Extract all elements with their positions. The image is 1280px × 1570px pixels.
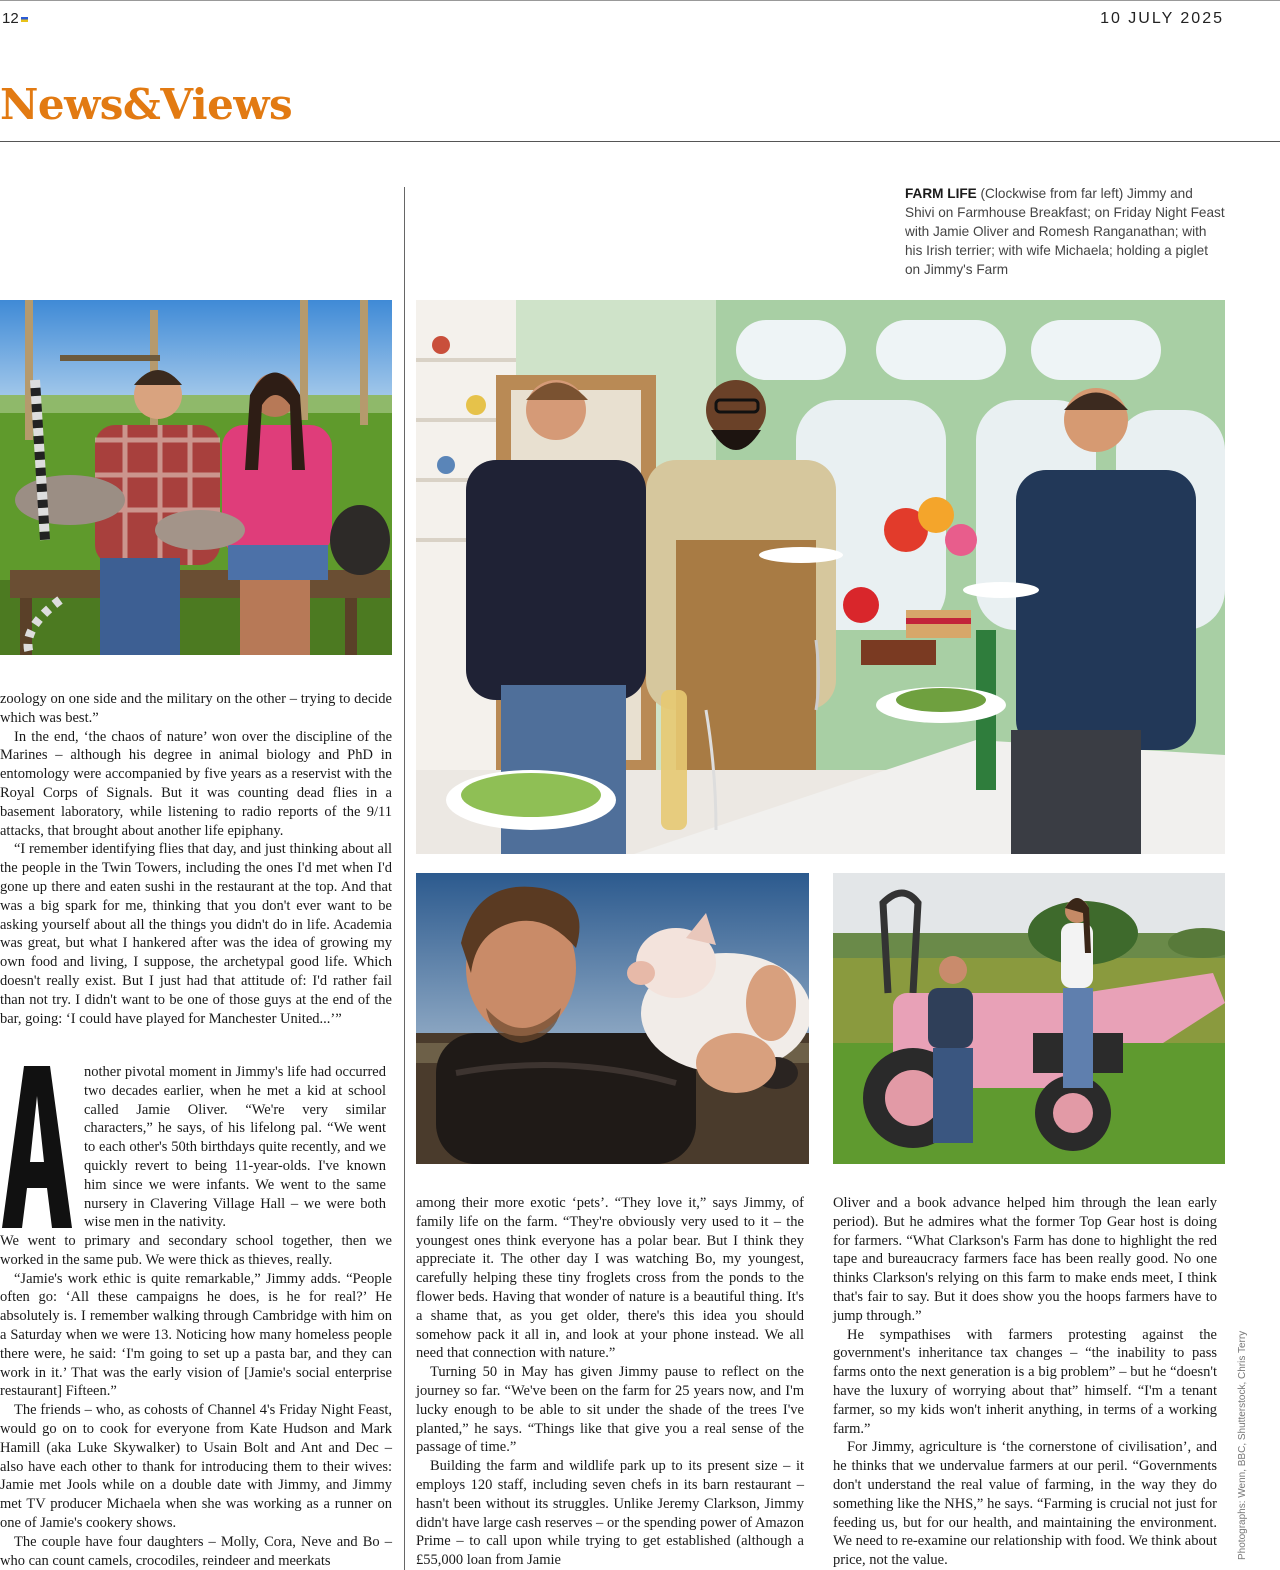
photo-caption <box>905 184 1225 279</box>
paragraph: Oliver and a book advance helped him through the lean early period). But he admires what the former Top Gear host is doing for farmers. “What Clarkson's Farm has done to highlight the red tape and bureaucracy farmers face has been really good. No one thinks Clarkson's relying on this farm to make ends meet, I think that's fair to say. But it does show you the hoops farmers have to jump through.” <box>833 1195 1217 1324</box>
paragraph: Turning 50 in May has given Jimmy pause to reflect on the journey so far. “We've been on the farm for 25 years now, and I'm lucky enough to be able to sit under the shade of the trees I've planted,” he says. “Things like that give you a real sense of the passage of time.” <box>416 1364 804 1456</box>
caption-label: FARM LIFE <box>905 186 977 201</box>
paragraph: The friends – who, as cohosts of Channel 4's Friday Night Feast, would go on to cook for everyone from Kate Hudson and Mark Hamill (aka Luke Skywalker) to Usain Bolt and Ant and Dec – also have each other to thank for introducing them to their wives: Jamie met Jools while on a double date with Jimmy, and Jimmy met TV producer Michaela when she was working as a runner on one of Jamie's cookery shows. <box>0 1402 392 1531</box>
photo-holding-piglet <box>416 873 809 1164</box>
photo-with-michaela <box>833 873 1225 1164</box>
section-title: News&Views <box>0 80 293 129</box>
issue-date: 10 JULY 2025 <box>1100 10 1224 27</box>
paragraph: nother pivotal moment in Jimmy's life had occurred two decades earlier, when he met a kid at school called Jamie Oliver. “We're very similar characters,” he says, of his lifelong pal. “We went to each other's 50th birthdays quite recently, and we quickly revert to being 11-year-olds. I've known him since we were infants. We went to the same nursery in Clavering Village Hall – we were both wise men in the nativity. <box>84 1064 386 1231</box>
photo-farmhouse-breakfast <box>0 300 392 655</box>
caption-text: (Clockwise from far left) Jimmy and Shivi on Farmhouse Breakfast; on Friday Night Feast with Jamie Oliver and Romesh Ranganathan; with his Irish terrier; with wife Michaela; holding a piglet on Jimmy's Farm <box>905 186 1225 277</box>
article-column-3 <box>833 1194 1217 1570</box>
paragraph: We went to primary and secondary school together, then we worked in the same pub. We were thick as thieves, really. <box>0 1233 392 1268</box>
flag-icon <box>21 17 28 22</box>
header-rule <box>0 141 1280 142</box>
photo-friday-night-feast <box>416 300 1225 854</box>
paragraph: The couple have four daughters – Molly, Cora, Neve and Bo – who can count camels, crocodiles, reindeer and meerkats <box>0 1533 392 1569</box>
article-column-1-top <box>0 690 392 1028</box>
article-column-1-bottom <box>0 1232 392 1570</box>
column-divider <box>404 187 405 1570</box>
paragraph: For Jimmy, agriculture is ‘the cornerstone of civilisation’, and he thinks that we undervalue farmers at our peril. “Governments don't understand the real value of farming, in the way they do something like the NHS,” he says. “Farming is crucial not just for feeding us, but for our health, and maintaining the environment. We need to re-examine our relationship with food. We think about price, not the value. <box>833 1439 1217 1569</box>
drop-cap <box>2 1066 72 1228</box>
top-border <box>0 0 1280 1</box>
page-number: 12 <box>2 10 28 27</box>
article-column-2 <box>416 1194 804 1570</box>
paragraph: In the end, ‘the chaos of nature’ won over the discipline of the Marines – although his degree in animal biology and PhD in entomology were accompanied by five years as a reservist with the Royal Corps of Signals. But it was counting dead flies in a basement laboratory, while listening to radio reports of the 9/11 attacks, that brought about another life epiphany. <box>0 728 392 839</box>
paragraph: among their more exotic ‘pets’. “They love it,” says Jimmy, of family life on the farm. “They're obviously very used to it – the youngest ones think everyone has a polar bear. But I think they appreciate it. The other day I was watching Bo, my youngest, carefully helping these tiny froglets cross from the ponds to the flower beds. Having that wonder of nature is a beautiful thing. It's a shame that, as you get older, there's this idea you should somehow pack it all in, and look at your phone instead. We all need that connection with nature.” <box>416 1195 804 1362</box>
paragraph: Building the farm and wildlife park up to its present size – it employs 120 staff, including seven chefs in its barn restaurant – hasn't been without its struggles. Unlike Jeremy Clarkson, Jimmy didn't have large cash reserves – or the spending power of Amazon Prime – to call upon while trying to get established (although a £55,000 loan from Jamie <box>416 1458 804 1569</box>
photo-credit: Photographs: Wenn, BBC, Shutterstock, Chris Terry <box>1237 1330 1248 1560</box>
paragraph: zoology on one side and the military on the other – trying to decide which was best.” <box>0 691 392 726</box>
paragraph: “I remember identifying flies that day, and just thinking about all the people in the Twin Towers, including the ones I'd met when I'd gone up there and eaten sushi in the restaurant at the top. And that was a big spark for me, thinking that you don't ever want to be asking yourself about all the things you didn't do in life. Academia was great, but what I hankered after was the idea of growing my own food and living, I suppose, the archetypal good life. Which doesn't really exist. But I just had that attitude of: I'd rather fail than not try. I didn't want to be one of those guys at the end of the bar, going: ‘I could have played for Manchester United...’” <box>0 841 392 1027</box>
paragraph: “Jamie's work ethic is quite remarkable,” Jimmy adds. “People often go: ‘All these campaigns he does, is he for real?’ He absolutely is. I remember walking through Cambridge with him on a Saturday when we were 13. Noticing how many homeless people there were, he said: ‘I'm going to set up a pasta bar, and they can work in it.’ That was the early vision of [Jamie's social enterprise restaurant] Fifteen.” <box>0 1270 392 1400</box>
paragraph: He sympathises with farmers protesting against the government's inheritance tax changes – “the inability to pass farms onto the next generation is a big problem” – but he “doesn't have the luxury of worrying about that” himself. “I'm a tenant farmer, so my kids won't inherit anything, in terms of a working farm.” <box>833 1326 1217 1437</box>
drop-cap-paragraph <box>84 1063 386 1232</box>
